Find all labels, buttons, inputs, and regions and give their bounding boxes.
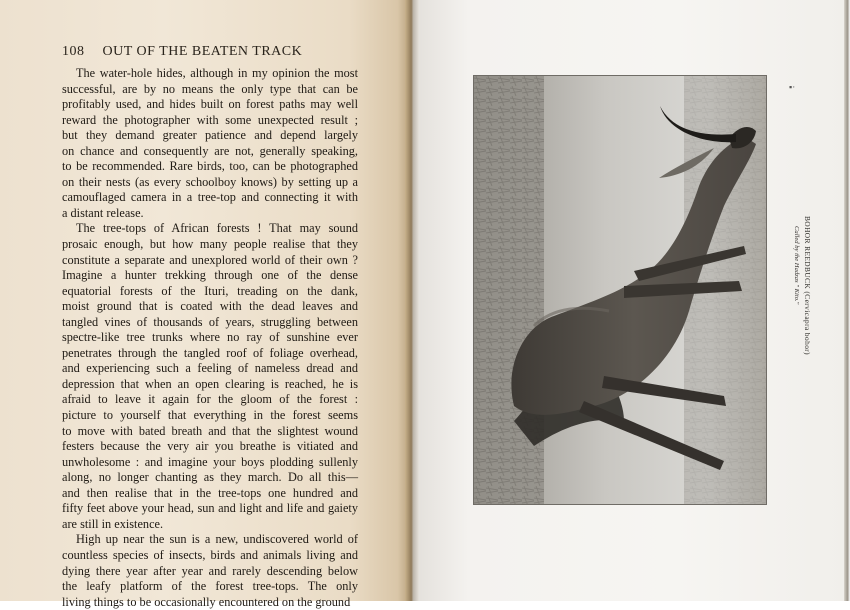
text-line: and then realise that in the tree-tops one hundred and	[62, 485, 358, 500]
running-head-title: OUT OF THE BEATEN TRACK	[102, 44, 303, 59]
text-line: a distant release.	[62, 205, 144, 220]
text-line: penetrates through the tangled roof of foliage overhead,	[62, 345, 358, 360]
page-edge	[844, 0, 850, 601]
text-line: along, no longer chanting as they march. Do all this—	[62, 470, 358, 485]
text-line: and experiencing such a feeling of nameless dread and	[62, 361, 358, 376]
text-line: successful, are by no means the only type that can be	[62, 81, 358, 96]
text-line: High up near the sun is a new, undiscovered world of	[76, 532, 358, 547]
reedbuck-photograph	[474, 76, 766, 504]
text-line: to be recommended. Rare birds, too, can be photographed	[62, 159, 358, 174]
text-line: festers because the very air you breathe is vitiated and	[62, 439, 358, 454]
text-line: depression that when an open clearing is reached, he is	[62, 376, 358, 391]
text-line: afraid to leave it again for the gloom of the forest :	[62, 392, 358, 407]
page-number: 108	[62, 44, 85, 59]
text-line: dying there year after year and rarely descending below	[62, 563, 358, 578]
text-line: moist ground that is coated with the dead leaves and	[62, 299, 358, 314]
text-line: profitably used, and hides built on forest paths may well	[62, 97, 358, 112]
text-line: equatorial forests of the Ituri, treading on the dank,	[62, 283, 358, 298]
text-line: prosaic enough, but how many people realise that they	[62, 237, 358, 252]
text-line: to move with bated breath and that the slightest wound	[62, 423, 358, 438]
text-line: reward the photographer with some unexpected result ;	[62, 112, 358, 127]
text-line: spectre-like tree trunks where no ray of sunshine ever	[62, 330, 358, 345]
text-line: picture to yourself that everything in the forest seems	[62, 408, 358, 423]
text-line: living things to be occasionally encountered on the ground	[62, 594, 351, 609]
text-line: fifty feet above your head, sun and light and life and gaiety	[62, 501, 358, 516]
text-line: countless species of insects, birds and animals living and	[62, 547, 358, 562]
text-line: are still in existence.	[62, 516, 164, 531]
caption-subtitle: Called by the Hadzas " Kito."	[793, 226, 800, 305]
text-line: The tree-tops of African forests ! That may sound	[76, 221, 358, 236]
page-mark: ▪·	[789, 82, 796, 92]
body-text	[62, 66, 358, 610]
reedbuck-photo-illustration	[474, 76, 766, 504]
running-head	[62, 44, 362, 62]
text-line: The water-hole hides, although in my opinion the most	[76, 66, 358, 80]
text-line: unwholesome : and imagine your boys plodding sullenly	[62, 454, 358, 469]
text-line: Imagine a hunter trekking through one of the dense	[62, 268, 358, 283]
text-line: on chance and consequently are not, generally speaking,	[62, 143, 358, 158]
text-line: but they demand greater patience and depend largely	[62, 128, 358, 143]
text-line: camouflaged camera in a tree-top and connecting it with	[62, 190, 358, 205]
text-line: the leafy platform of the forest tree-tops. The only	[62, 579, 358, 594]
caption-title: BOHOR REEDBUCK (Cervicapra bohor)	[803, 216, 812, 356]
photo-caption	[787, 216, 813, 386]
text-line: on their nests (as every schoolboy knows) by setting up a	[62, 174, 358, 189]
book-gutter	[405, 0, 419, 601]
text-line: tangled vines of thousands of years, struggling between	[62, 314, 358, 329]
text-line: constitute a separate and unexplored world of their own ?	[62, 252, 358, 267]
